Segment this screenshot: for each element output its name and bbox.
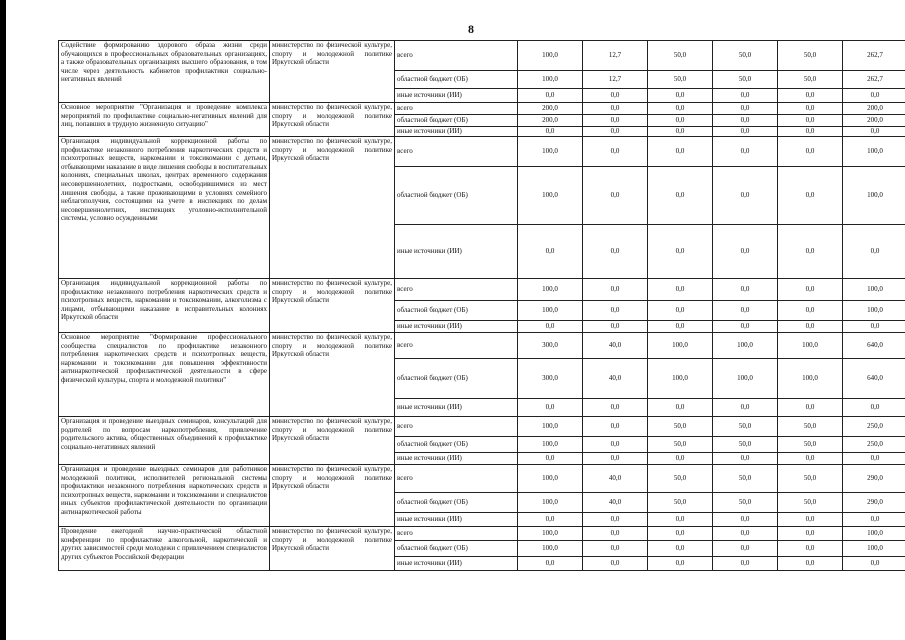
year-value: 100,0 bbox=[518, 301, 583, 321]
year-value: 40,0 bbox=[583, 465, 648, 493]
table-row bbox=[59, 41, 905, 71]
year-value: 50,0 bbox=[713, 41, 778, 71]
total-value: 200,0 bbox=[843, 115, 905, 127]
funding-source: иные источники (ИИ) bbox=[395, 513, 518, 527]
table-row bbox=[59, 103, 905, 115]
year-value: 0,0 bbox=[518, 225, 583, 279]
year-value: 0,0 bbox=[583, 301, 648, 321]
year-value: 0,0 bbox=[648, 115, 713, 127]
activity-description: Основное мероприятие "Организация и проведение комплекса мероприятий по профилактике социально-негативных явлений для лиц, попавших в трудную жизненную ситуацию" bbox=[59, 103, 270, 137]
total-value: 290,0 bbox=[843, 493, 905, 513]
total-value: 250,0 bbox=[843, 417, 905, 437]
year-value: 100,0 bbox=[518, 437, 583, 453]
year-value: 0,0 bbox=[583, 399, 648, 417]
funding-source: областной бюджет (ОБ) bbox=[395, 115, 518, 127]
funding-source: иные источники (ИИ) bbox=[395, 321, 518, 333]
responsible-executor: министерство по физической культуре, спорту и молодежной политике Иркутской области bbox=[270, 103, 395, 137]
activity-description: Организация индивидуальной коррекционной работы по профилактике незаконного потребления наркотических средств и психотропных веществ, наркомании и токсикомании с детьми, отбывающими наказание в виде лишения свободы в воспитательных колониях, специальных школах, центрах временного содержания несовершеннолетних, подростками, освободившимися из мест лишения свободы, а также проживающими в условиях семейного неблагополучия, состоящими на учете в инспекциях по делам несовершеннолетних, инспекциях уголовно-исполнительной системы, условно осужденными bbox=[59, 137, 270, 279]
year-value: 0,0 bbox=[713, 453, 778, 465]
year-value: 50,0 bbox=[648, 41, 713, 71]
year-value: 0,0 bbox=[583, 417, 648, 437]
year-value: 0,0 bbox=[778, 513, 843, 527]
total-value: 250,0 bbox=[843, 437, 905, 453]
year-value: 300,0 bbox=[518, 333, 583, 359]
funding-source: всего bbox=[395, 417, 518, 437]
funding-source: иные источники (ИИ) bbox=[395, 127, 518, 137]
year-value: 50,0 bbox=[713, 465, 778, 493]
funding-source: областной бюджет (ОБ) bbox=[395, 541, 518, 557]
year-value: 50,0 bbox=[648, 71, 713, 89]
year-value: 0,0 bbox=[518, 513, 583, 527]
total-value: 290,0 bbox=[843, 465, 905, 493]
year-value: 100,0 bbox=[518, 465, 583, 493]
year-value: 0,0 bbox=[583, 225, 648, 279]
year-value: 0,0 bbox=[583, 453, 648, 465]
year-value: 0,0 bbox=[778, 541, 843, 557]
year-value: 0,0 bbox=[648, 513, 713, 527]
year-value: 0,0 bbox=[778, 89, 843, 103]
year-value: 100,0 bbox=[518, 167, 583, 225]
year-value: 0,0 bbox=[648, 557, 713, 571]
scan-edge-bar bbox=[0, 0, 6, 640]
year-value: 0,0 bbox=[713, 541, 778, 557]
year-value: 0,0 bbox=[713, 127, 778, 137]
table-row bbox=[59, 527, 905, 541]
responsible-executor: министерство по физической культуре, спорту и молодежной политике Иркутской области bbox=[270, 417, 395, 465]
total-value: 262,7 bbox=[843, 71, 905, 89]
year-value: 300,0 bbox=[518, 359, 583, 399]
year-value: 100,0 bbox=[778, 333, 843, 359]
activity-description: Организация и проведение выездных семинаров, консультаций для родителей по вопросам наркопотребления, привлечение родительского актива, общественных объединений к профилактике социально-негативных явлений bbox=[59, 417, 270, 465]
activity-description: Проведение ежегодной научно-практической областной конференции по профилактике алкогольной, наркотической и других зависимостей среди молодежи с привлечением специалистов других субъектов Российской Федерации bbox=[59, 527, 270, 571]
year-value: 100,0 bbox=[713, 333, 778, 359]
year-value: 0,0 bbox=[518, 321, 583, 333]
year-value: 0,0 bbox=[648, 127, 713, 137]
year-value: 200,0 bbox=[518, 103, 583, 115]
activity-description: Основное мероприятие "Формирование профессионального сообщества специалистов по профилактике незаконного потребления наркотических средств и психотропных веществ, наркомании и токсикомании для повышения эффективности антинаркотической профилактической деятельности в сфере физической культуры, спорта и молодежной политики" bbox=[59, 333, 270, 417]
year-value: 0,0 bbox=[713, 225, 778, 279]
responsible-executor: министерство по физической культуре, спорту и молодежной политике Иркутской области bbox=[270, 41, 395, 103]
year-value: 0,0 bbox=[648, 279, 713, 301]
year-value: 50,0 bbox=[713, 71, 778, 89]
year-value: 0,0 bbox=[713, 527, 778, 541]
funding-source: всего bbox=[395, 137, 518, 167]
total-value: 640,0 bbox=[843, 333, 905, 359]
total-value: 640,0 bbox=[843, 359, 905, 399]
year-value: 100,0 bbox=[778, 359, 843, 399]
total-value: 0,0 bbox=[843, 453, 905, 465]
year-value: 40,0 bbox=[583, 359, 648, 399]
year-value: 100,0 bbox=[648, 359, 713, 399]
year-value: 0,0 bbox=[713, 301, 778, 321]
funding-source: иные источники (ИИ) bbox=[395, 453, 518, 465]
year-value: 0,0 bbox=[713, 103, 778, 115]
funding-source: всего bbox=[395, 279, 518, 301]
year-value: 100,0 bbox=[518, 71, 583, 89]
year-value: 0,0 bbox=[778, 225, 843, 279]
year-value: 50,0 bbox=[778, 493, 843, 513]
year-value: 40,0 bbox=[583, 333, 648, 359]
funding-source: всего bbox=[395, 41, 518, 71]
year-value: 0,0 bbox=[583, 557, 648, 571]
year-value: 50,0 bbox=[648, 493, 713, 513]
year-value: 0,0 bbox=[648, 103, 713, 115]
year-value: 100,0 bbox=[518, 279, 583, 301]
funding-source: всего bbox=[395, 465, 518, 493]
year-value: 0,0 bbox=[518, 127, 583, 137]
year-value: 200,0 bbox=[518, 115, 583, 127]
year-value: 50,0 bbox=[778, 41, 843, 71]
total-value: 100,0 bbox=[843, 527, 905, 541]
responsible-executor: министерство по физической культуре, спорту и молодежной политике Иркутской области bbox=[270, 279, 395, 333]
total-value: 0,0 bbox=[843, 321, 905, 333]
funding-source: всего bbox=[395, 103, 518, 115]
year-value: 0,0 bbox=[648, 527, 713, 541]
activity-description: Организация и проведение выездных семинаров для работников молодежной политики, исполнителей региональной системы профилактики незаконного потребления наркотических средств и психотропных веществ, наркомании и токсикомании и специалистов иных субъектов профилактической деятельности по организации антинаркотической работы bbox=[59, 465, 270, 527]
year-value: 0,0 bbox=[583, 437, 648, 453]
year-value: 0,0 bbox=[713, 279, 778, 301]
year-value: 0,0 bbox=[778, 301, 843, 321]
year-value: 0,0 bbox=[583, 115, 648, 127]
year-value: 50,0 bbox=[778, 71, 843, 89]
year-value: 0,0 bbox=[713, 399, 778, 417]
year-value: 0,0 bbox=[778, 399, 843, 417]
year-value: 12,7 bbox=[583, 41, 648, 71]
year-value: 100,0 bbox=[518, 493, 583, 513]
year-value: 100,0 bbox=[518, 541, 583, 557]
funding-source: областной бюджет (ОБ) bbox=[395, 167, 518, 225]
year-value: 100,0 bbox=[518, 417, 583, 437]
year-value: 0,0 bbox=[518, 89, 583, 103]
funding-source: областной бюджет (ОБ) bbox=[395, 301, 518, 321]
total-value: 0,0 bbox=[843, 513, 905, 527]
funding-source: иные источники (ИИ) bbox=[395, 399, 518, 417]
responsible-executor: министерство по физической культуре, спорту и молодежной политике Иркутской области bbox=[270, 137, 395, 279]
year-value: 0,0 bbox=[648, 453, 713, 465]
table-row bbox=[59, 465, 905, 493]
year-value: 0,0 bbox=[583, 103, 648, 115]
year-value: 0,0 bbox=[648, 301, 713, 321]
table-row bbox=[59, 333, 905, 359]
funding-source: всего bbox=[395, 527, 518, 541]
total-value: 0,0 bbox=[843, 127, 905, 137]
year-value: 0,0 bbox=[648, 89, 713, 103]
year-value: 0,0 bbox=[778, 321, 843, 333]
year-value: 0,0 bbox=[518, 453, 583, 465]
year-value: 40,0 bbox=[583, 493, 648, 513]
year-value: 0,0 bbox=[778, 137, 843, 167]
funding-source: областной бюджет (ОБ) bbox=[395, 71, 518, 89]
funding-source: областной бюджет (ОБ) bbox=[395, 493, 518, 513]
year-value: 0,0 bbox=[778, 527, 843, 541]
year-value: 0,0 bbox=[778, 557, 843, 571]
table-row bbox=[59, 417, 905, 437]
year-value: 50,0 bbox=[648, 417, 713, 437]
responsible-executor: министерство по физической культуре, спорту и молодежной политике Иркутской области bbox=[270, 465, 395, 527]
total-value: 100,0 bbox=[843, 137, 905, 167]
year-value: 100,0 bbox=[518, 137, 583, 167]
year-value: 0,0 bbox=[583, 527, 648, 541]
year-value: 0,0 bbox=[518, 399, 583, 417]
year-value: 0,0 bbox=[583, 541, 648, 557]
activity-description: Организация индивидуальной коррекционной работы по профилактике незаконного потребления наркотических средств и психотропных веществ, наркомании и токсикомании, алкоголизма с лицами, отбывающими наказание в исправительных колониях Иркутской области bbox=[59, 279, 270, 333]
year-value: 0,0 bbox=[583, 321, 648, 333]
year-value: 0,0 bbox=[583, 513, 648, 527]
year-value: 50,0 bbox=[648, 437, 713, 453]
year-value: 50,0 bbox=[648, 465, 713, 493]
year-value: 0,0 bbox=[778, 115, 843, 127]
total-value: 100,0 bbox=[843, 279, 905, 301]
year-value: 0,0 bbox=[713, 89, 778, 103]
year-value: 100,0 bbox=[713, 359, 778, 399]
year-value: 0,0 bbox=[713, 167, 778, 225]
year-value: 0,0 bbox=[648, 541, 713, 557]
year-value: 0,0 bbox=[583, 89, 648, 103]
year-value: 0,0 bbox=[713, 513, 778, 527]
year-value: 0,0 bbox=[778, 167, 843, 225]
total-value: 262,7 bbox=[843, 41, 905, 71]
year-value: 50,0 bbox=[778, 465, 843, 493]
total-value: 100,0 bbox=[843, 541, 905, 557]
activity-description: Содействие формированию здорового образа жизни среди обучающихся в профессиональных образовательных организациях, а также образовательных организациях высшего образования, в том числе через деятельность кабинетов профилактики социально-негативных явлений bbox=[59, 41, 270, 103]
year-value: 50,0 bbox=[713, 437, 778, 453]
total-value: 0,0 bbox=[843, 399, 905, 417]
year-value: 0,0 bbox=[583, 279, 648, 301]
year-value: 0,0 bbox=[778, 279, 843, 301]
year-value: 0,0 bbox=[778, 453, 843, 465]
funding-source: всего bbox=[395, 333, 518, 359]
year-value: 0,0 bbox=[583, 167, 648, 225]
total-value: 0,0 bbox=[843, 557, 905, 571]
page-number: 8 bbox=[468, 22, 474, 36]
program-table bbox=[58, 40, 905, 571]
year-value: 12,7 bbox=[583, 71, 648, 89]
year-value: 50,0 bbox=[713, 493, 778, 513]
year-value: 100,0 bbox=[518, 41, 583, 71]
funding-source: иные источники (ИИ) bbox=[395, 557, 518, 571]
year-value: 50,0 bbox=[778, 437, 843, 453]
total-value: 100,0 bbox=[843, 167, 905, 225]
year-value: 0,0 bbox=[713, 557, 778, 571]
year-value: 50,0 bbox=[713, 417, 778, 437]
year-value: 0,0 bbox=[648, 225, 713, 279]
year-value: 0,0 bbox=[713, 137, 778, 167]
year-value: 0,0 bbox=[713, 321, 778, 333]
year-value: 0,0 bbox=[648, 399, 713, 417]
funding-source: областной бюджет (ОБ) bbox=[395, 437, 518, 453]
year-value: 0,0 bbox=[648, 321, 713, 333]
table-row bbox=[59, 137, 905, 167]
year-value: 0,0 bbox=[583, 137, 648, 167]
funding-source: иные источники (ИИ) bbox=[395, 225, 518, 279]
total-value: 200,0 bbox=[843, 103, 905, 115]
year-value: 0,0 bbox=[713, 115, 778, 127]
total-value: 100,0 bbox=[843, 301, 905, 321]
year-value: 0,0 bbox=[583, 127, 648, 137]
year-value: 100,0 bbox=[648, 333, 713, 359]
year-value: 100,0 bbox=[518, 527, 583, 541]
year-value: 0,0 bbox=[648, 137, 713, 167]
year-value: 0,0 bbox=[518, 557, 583, 571]
year-value: 0,0 bbox=[648, 167, 713, 225]
responsible-executor: министерство по физической культуре, спорту и молодежной политике Иркутской области bbox=[270, 333, 395, 417]
table-row bbox=[59, 279, 905, 301]
total-value: 0,0 bbox=[843, 89, 905, 103]
year-value: 50,0 bbox=[778, 417, 843, 437]
responsible-executor: министерство по физической культуре, спорту и молодежной политике Иркутской области bbox=[270, 527, 395, 571]
year-value: 0,0 bbox=[778, 127, 843, 137]
year-value: 0,0 bbox=[778, 103, 843, 115]
total-value: 0,0 bbox=[843, 225, 905, 279]
funding-source: областной бюджет (ОБ) bbox=[395, 359, 518, 399]
funding-source: иные источники (ИИ) bbox=[395, 89, 518, 103]
